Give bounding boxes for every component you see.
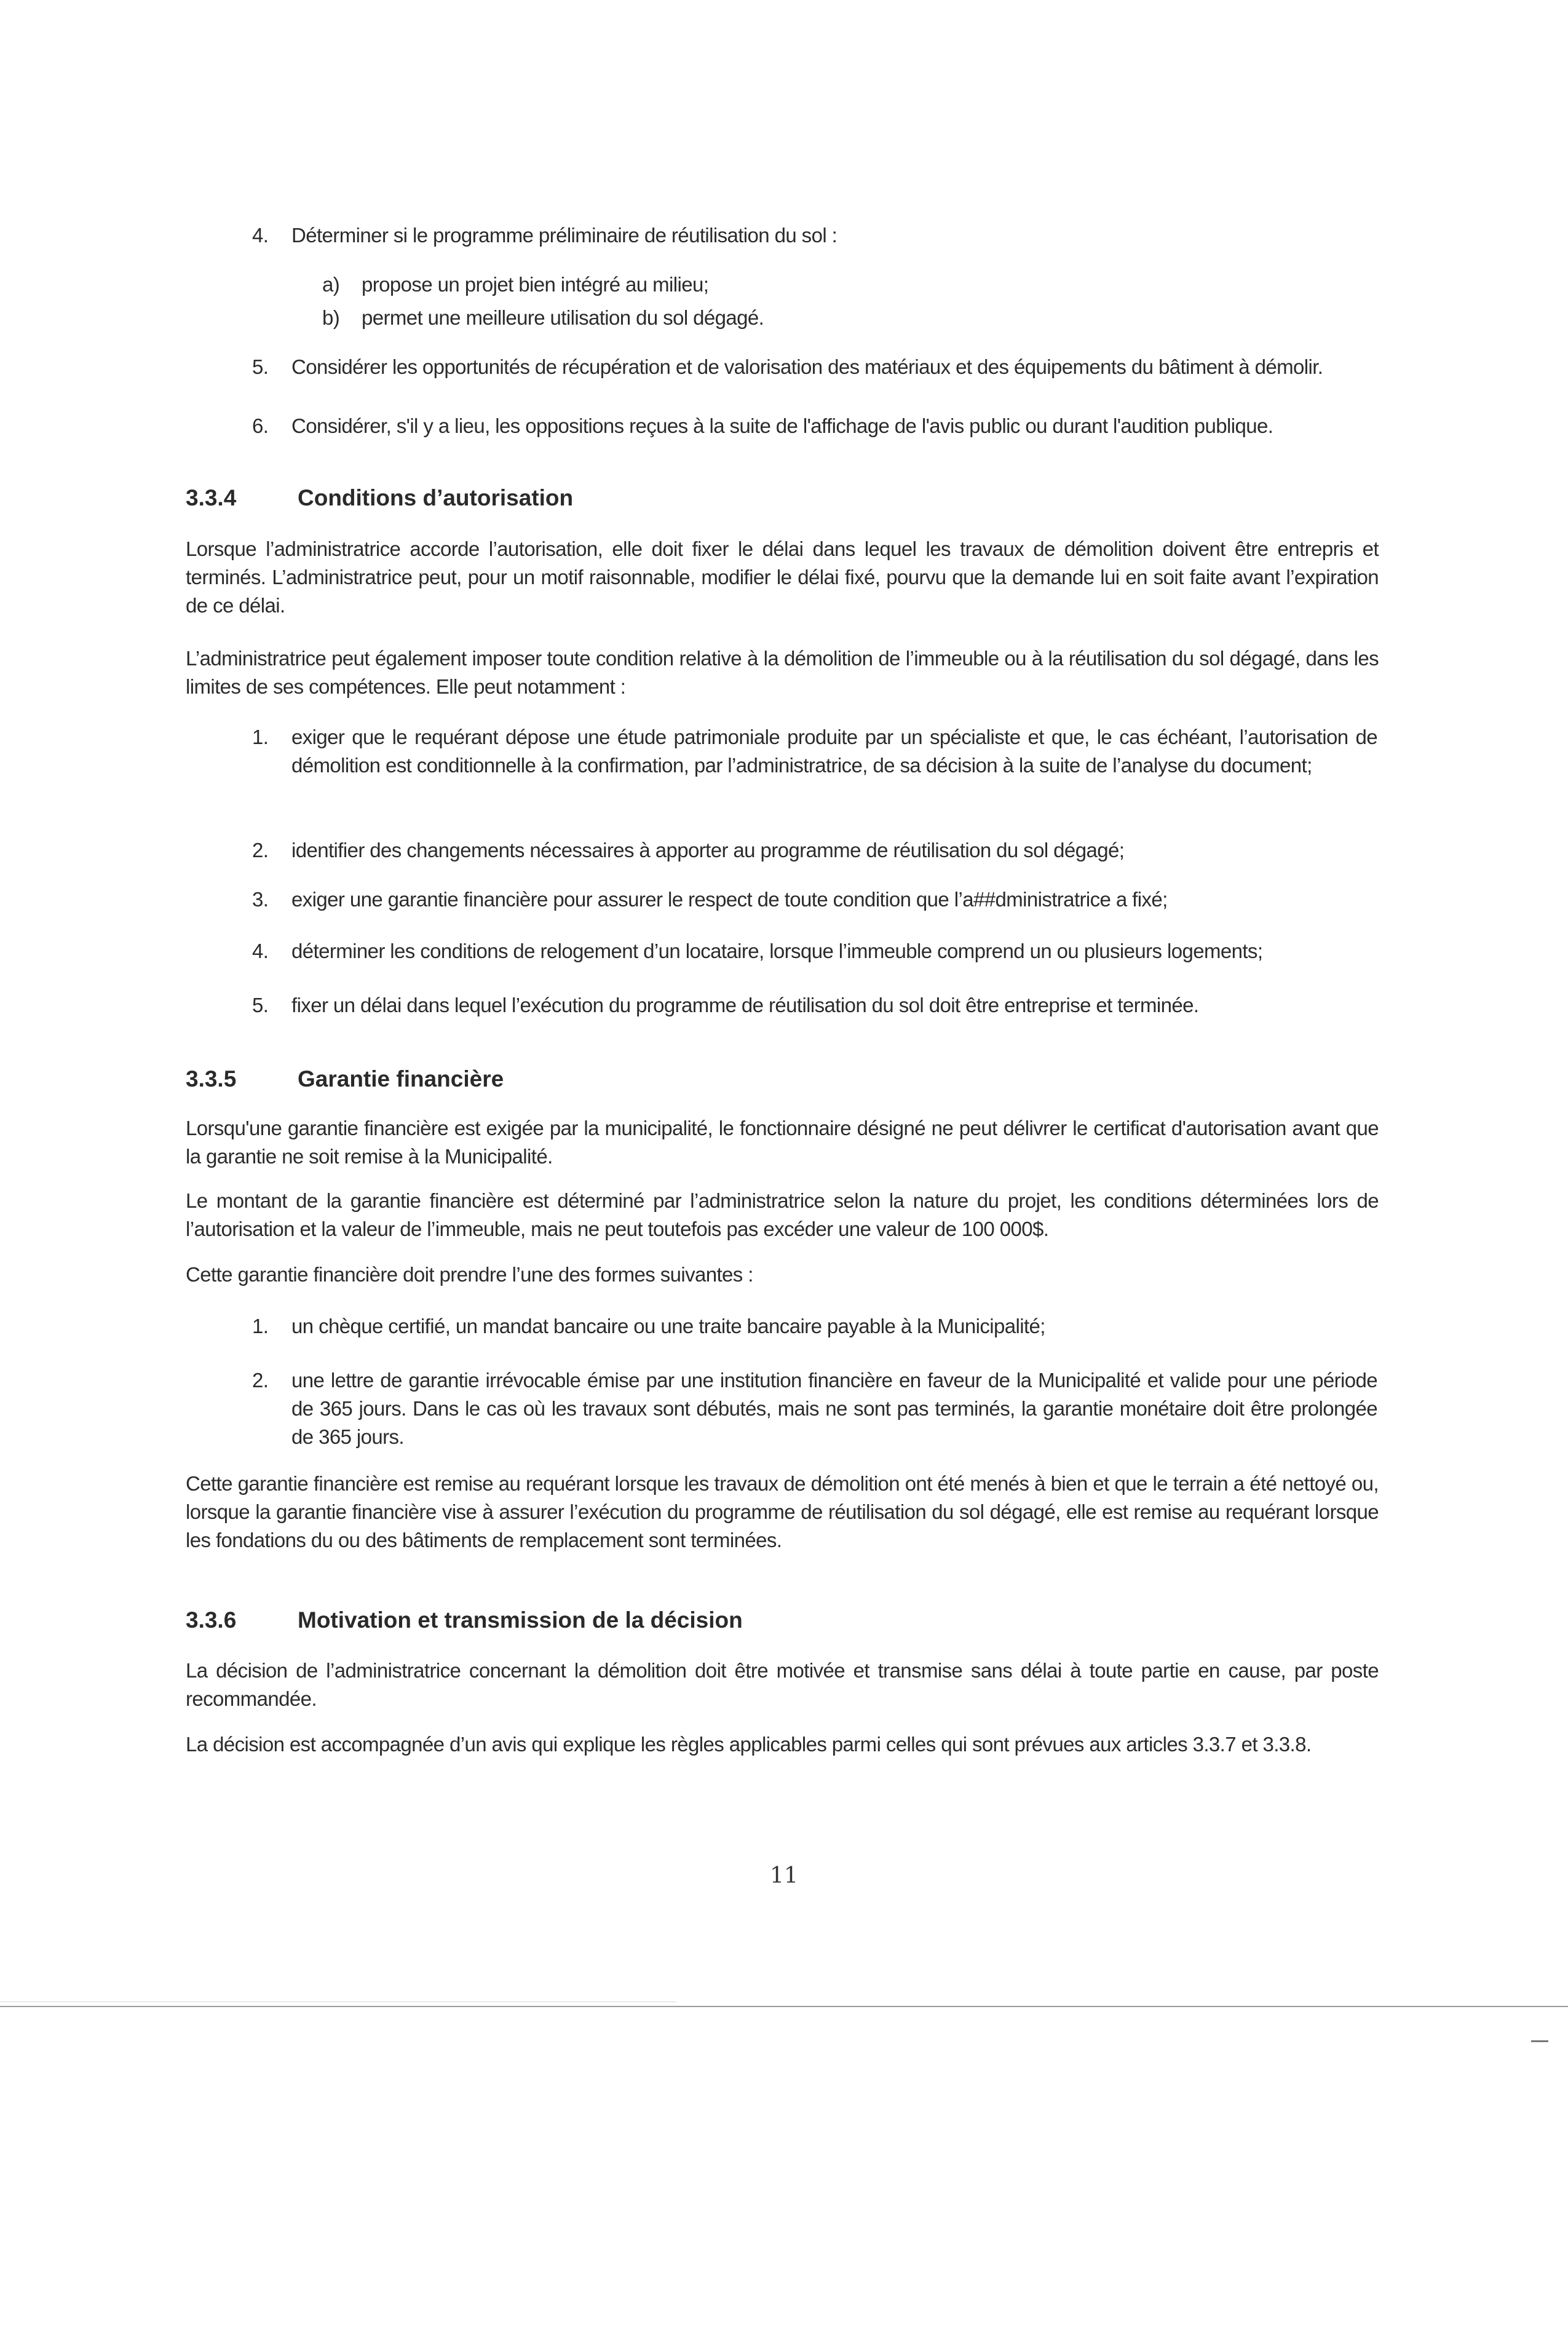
list-number: 1.: [252, 1315, 269, 1337]
section-title: Conditions d’autorisation: [298, 485, 574, 510]
section-heading-3-3-6: [186, 1605, 743, 1636]
paragraph: Le montant de la garantie financière est déterminé par l’administratrice selon la nature du projet, les conditions déterminées lors de l’autorisation et la valeur de l’immeuble, mais ne peut toutefois pas excéder une valeur de 100 000$.: [186, 1189, 1379, 1240]
list-text: déterminer les conditions de relogement d’un locataire, lorsque l’immeuble comprend un ou plusieurs logements;: [291, 940, 1263, 962]
list-text: fixer un délai dans lequel l’exécution du programme de réutilisation du sol doit être entreprise et terminée.: [291, 994, 1199, 1016]
list-text: un chèque certifié, un mandat bancaire ou une traite bancaire payable à la Municipalité;: [291, 1315, 1045, 1337]
paragraph: Cette garantie financière doit prendre l’une des formes suivantes :: [186, 1263, 753, 1286]
section-title: Garantie financière: [298, 1066, 504, 1091]
section-number: 3.3.5: [186, 1066, 237, 1091]
list-item: [252, 885, 1377, 914]
list-text: une lettre de garantie irrévocable émise par une institution financière en faveur de la Municipalité et valide pour une période de 365 jours. Dans le cas où les travaux sont débutés, mais ne sont pas terminés, la garantie monétaire doit être prolongée de 365 jours.: [291, 1369, 1377, 1448]
list-item-4: [252, 221, 1377, 250]
list-item: [252, 991, 1377, 1020]
section-title: Motivation et transmission de la décision: [298, 1607, 743, 1633]
paragraph: Lorsqu'une garantie financière est exigée par la municipalité, le fonctionnaire désigné ne peut délivrer le certificat d'autorisation avant que la garantie ne soit remise à la Municipalité.: [186, 1117, 1379, 1168]
section-number: 3.3.4: [186, 485, 237, 510]
list-text: permet une meilleure utilisation du sol dégagé.: [362, 306, 764, 329]
paragraph: La décision de l’administratrice concernant la démolition doit être motivée et transmise sans délai à toute partie en cause, par poste recommandée.: [186, 1659, 1379, 1710]
list-text: Déterminer si le programme préliminaire de réutilisation du sol :: [291, 224, 837, 247]
list-letter: b): [322, 306, 340, 329]
paragraph: Lorsque l’administratrice accorde l’autorisation, elle doit fixer le délai dans lequel les travaux de démolition doivent être entrepris et terminés. L’administratrice peut, pour un motif raisonnable, modifier le délai fixé, pourvu que la demande lui en soit faite avant l’expiration de ce délai.: [186, 537, 1379, 617]
scan-edge-line: [0, 2006, 1568, 2007]
list-item: [252, 836, 1377, 865]
list-item: [252, 937, 1377, 965]
list-text: propose un projet bien intégré au milieu;: [362, 273, 709, 296]
list-item: [252, 1366, 1377, 1451]
paragraph: Cette garantie financière est remise au requérant lorsque les travaux de démolition ont été menés à bien et que le terrain a été nettoyé ou, lorsque la garantie financière vise à assurer l’exécution du programme de réutilisation du sol dégagé, elle est remise au requérant lorsque les fondations du ou des bâtiments de remplacement sont terminées.: [186, 1472, 1379, 1551]
list-number: 4.: [252, 224, 269, 247]
scan-mark: [1531, 2040, 1548, 2042]
list-number: 5.: [252, 355, 269, 378]
paragraph: La décision est accompagnée d’un avis qui explique les règles applicables parmi celles qui sont prévues aux articles 3.3.7 et 3.3.8.: [186, 1733, 1312, 1756]
list-number: 1.: [252, 726, 269, 748]
paragraph: L’administratrice peut également imposer toute condition relative à la démolition de l’immeuble ou à la réutilisation du sol dégagé, dans les limites de ses compétences. Elle peut notamment :: [186, 647, 1379, 698]
list-letter: a): [322, 273, 340, 296]
list-number: 3.: [252, 888, 269, 911]
list-text: exiger que le requérant dépose une étude patrimoniale produite par un spécialiste et que, le cas échéant, l’autorisation de démolition est conditionnelle à la confirmation, par l’administratrice, de sa décision à la suite de l’analyse du document;: [291, 726, 1377, 777]
list-text: Considérer les opportunités de récupération et de valorisation des matériaux et des équipements du bâtiment à démolir.: [291, 355, 1323, 378]
list-number: 2.: [252, 1369, 269, 1392]
list-text: Considérer, s'il y a lieu, les oppositions reçues à la suite de l'affichage de l'avis public ou durant l'audition publique.: [291, 414, 1273, 437]
section-number: 3.3.6: [186, 1607, 237, 1633]
list-number: 6.: [252, 414, 269, 437]
list-text: identifier des changements nécessaires à apporter au programme de réutilisation du sol dégagé;: [291, 839, 1125, 862]
list-item: [252, 1312, 1377, 1341]
section-heading-3-3-4: [186, 483, 573, 513]
list-number: 5.: [252, 994, 269, 1016]
list-number: 2.: [252, 839, 269, 862]
list-item-4a: [322, 271, 1368, 299]
list-number: 4.: [252, 940, 269, 962]
list-text: exiger une garantie financière pour assurer le respect de toute condition que l’a##dministratrice a fixé;: [291, 888, 1168, 911]
list-item-4b: [322, 304, 1368, 332]
list-item: [252, 723, 1377, 780]
list-item-5: [252, 353, 1377, 381]
section-heading-3-3-5: [186, 1064, 504, 1095]
list-item-6: [252, 412, 1377, 440]
page-number: 11: [770, 1863, 798, 1888]
